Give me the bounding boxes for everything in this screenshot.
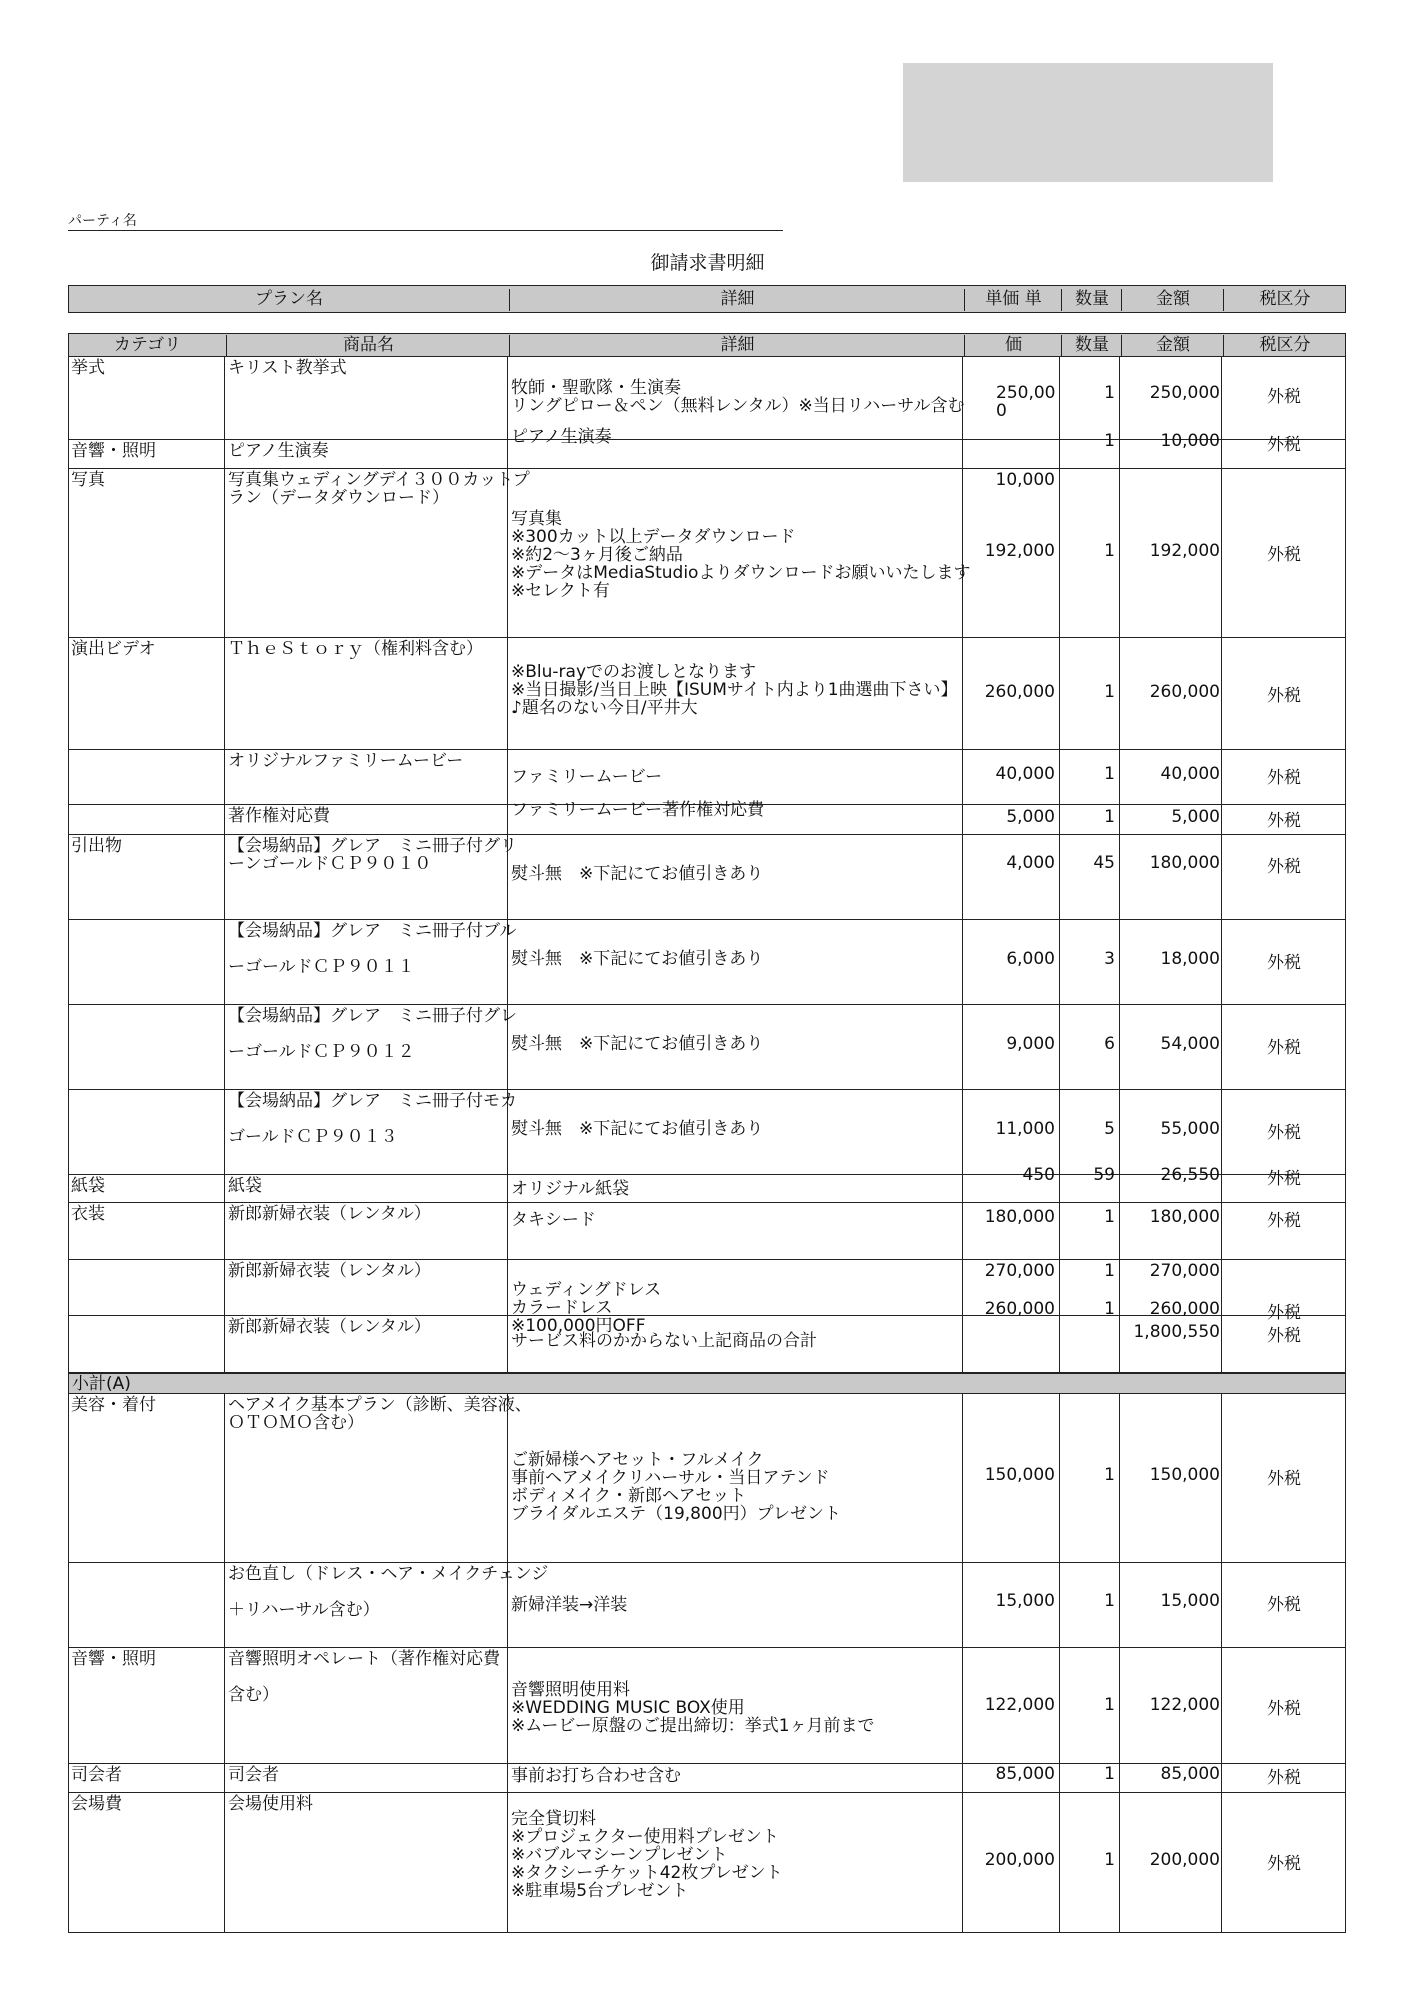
row-unit-price-top: 10,000 [995,470,1055,490]
row2-unit-price: 122,000 [984,1695,1055,1715]
row2-amount: 15,000 [1160,1591,1220,1611]
row-amount: 260,000 [1149,1299,1220,1319]
row-product: 【会場納品】グレア ミニ冊子付グリ ーンゴールドＣＰ９０１０ [228,836,517,874]
plan-header-qty: 数量 [1061,289,1122,311]
row-tax-class: 外税 [1267,857,1301,877]
row-tax-class: 外税 [1267,1211,1301,1231]
plan-header-bar [68,285,1346,313]
row-product: 【会場納品】グレア ミニ冊子付グレ ーゴールドＣＰ９０１２ [228,1006,517,1062]
document-title: 御請求書明細 [650,252,765,274]
item-header-category: カテゴリ [113,335,182,355]
row-cell-qty [1060,835,1120,920]
row2-category: 音響・照明 [71,1649,156,1669]
logo-placeholder [903,63,1273,182]
row-quantity: 1 [1104,541,1115,561]
row-category: 音響・照明 [71,441,156,461]
row-product: 新郎新婦衣装（レンタル） [228,1204,431,1224]
row-detail: ※Blu-rayでのお渡しとなります ※当日撮影/当日上映【ISUMサイト内より1曲選曲下さい】 ♪題名のない今日/平井大 [511,662,958,718]
row2-amount: 200,000 [1149,1850,1220,1870]
row-detail: 牧師・聖歌隊・生演奏 リングピロー＆ペン（無料レンタル）※当日リハーサル含む [511,378,965,416]
row2-tax-class: 外税 [1267,1699,1301,1719]
row2-detail: 事前お打ち合わせ含む [511,1766,681,1786]
row2-product: ヘアメイク基本プラン（診断、美容液、 ＯＴＯＭＯ含む） [228,1395,532,1433]
row2-cell-cat [68,1394,225,1563]
row-tax-class: 外税 [1267,1326,1301,1346]
row-quantity: 1 [1104,807,1115,827]
item-header-product: 商品名 [226,335,510,357]
row-unit-price: 6,000 [1006,949,1055,969]
plan-header-unit: 単価 単 [964,289,1062,311]
row2-cell-cat [68,1793,225,1933]
row-quantity: 45 [1093,853,1115,873]
row-category: 紙袋 [71,1176,105,1196]
row-tax-class: 外税 [1267,768,1301,788]
row-unit-price: 180,000 [984,1207,1055,1227]
row-quantity: 5 [1104,1119,1115,1139]
row2-product: お色直し（ドレス・ヘア・メイクチェンジ ＋リハーサル含む） [228,1564,549,1620]
row2-quantity: 1 [1104,1695,1115,1715]
row2-unit-price: 200,000 [984,1850,1055,1870]
row2-unit-price: 150,000 [984,1465,1055,1485]
row2-quantity: 1 [1104,1850,1115,1870]
row-detail: ファミリームービー著作権対応費 [511,800,765,820]
row-unit-price: 5,000 [1006,807,1055,827]
row-product: 著作権対応費 [228,806,330,826]
row-quantity: 1 [1104,1207,1115,1227]
row-product: 新郎新婦衣装（レンタル） [228,1261,431,1281]
row-category: 写真 [71,470,105,490]
item-header-tax: 税区分 [1223,335,1346,357]
row-detail: ピアノ生演奏 [511,427,612,447]
row-cell-qty [1060,1316,1120,1373]
row-quantity-top: 1 [1104,1261,1115,1281]
row2-quantity: 1 [1104,1591,1115,1611]
row-cell-cat [68,920,225,1005]
row-detail: タキシード [511,1210,596,1230]
row2-quantity: 1 [1104,1465,1115,1485]
row2-cell-cat [68,1563,225,1648]
row-amount: 40,000 [1160,764,1220,784]
plan-header-detail: 詳細 [509,289,965,311]
row-cell-tax [1222,835,1346,920]
row-amount: 55,000 [1160,1119,1220,1139]
row-amount: 18,000 [1160,949,1220,969]
row-detail: 熨斗無 ※下記にてお値引きあり [511,1034,764,1054]
row2-detail: 音響照明使用料 ※WEDDING MUSIC BOX使用 ※ムービー原盤のご提出締切：挙式1ヶ月前まで [511,1680,875,1736]
row-product: ピアノ生演奏 [228,441,329,461]
row2-tax-class: 外税 [1267,1469,1301,1489]
item-header-amount: 金額 [1121,335,1224,357]
subtotal-bar [68,1373,1346,1394]
plan-header-plan: プラン名 [255,289,323,309]
row-tax-class: 外税 [1267,1303,1301,1323]
row-tax-class: 外税 [1267,1169,1301,1189]
row2-category: 司会者 [71,1765,122,1785]
row-tax-class: 外税 [1267,545,1301,565]
row-tax-class: 外税 [1267,953,1301,973]
row2-unit-price: 85,000 [995,1764,1055,1784]
row2-category: 美容・着付 [71,1395,156,1415]
row-amount-top: 270,000 [1149,1261,1220,1281]
row-unit-price: 4,000 [1006,853,1055,873]
row-cell-cat [68,1260,225,1316]
row-quantity: 1 [1104,431,1115,451]
row-unit-price: 192,000 [984,541,1055,561]
row-amount: 260,000 [1149,682,1220,702]
row-product: 紙袋 [228,1176,262,1196]
row-product: ＴｈｅＳｔｏｒｙ（権利料含む） [228,639,483,659]
item-header-bar [68,333,1346,357]
row-unit-price: 9,000 [1006,1034,1055,1054]
row-unit-price: 260,000 [984,1299,1055,1319]
item-header-unit: 価 [964,335,1062,357]
row-amount: 10,000 [1160,431,1220,451]
row-quantity: 59 [1093,1165,1115,1185]
plan-header-tax: 税区分 [1223,289,1346,311]
row-tax-class: 外税 [1267,686,1301,706]
row2-unit-price: 15,000 [995,1591,1055,1611]
row-detail: ウェディングドレス カラードレス ※100,000円OFF [511,1280,662,1336]
row-unit-price: 250,00 0 [996,383,1056,421]
row-unit-price: 260,000 [984,682,1055,702]
row2-tax-class: 外税 [1267,1768,1301,1788]
row-detail: 熨斗無 ※下記にてお値引きあり [511,1119,764,1139]
row-cell-cat [68,1005,225,1090]
row2-quantity: 1 [1104,1764,1115,1784]
row-tax-class: 外税 [1267,435,1301,455]
row-detail: 熨斗無 ※下記にてお値引きあり [511,864,764,884]
row-detail: オリジナル紙袋 [511,1179,630,1199]
row-unit-price: 450 [1022,1165,1055,1185]
subtotal-label: 小計(A) [72,1374,131,1394]
row2-cell-prod [225,1793,508,1933]
row-unit-price: 40,000 [995,764,1055,784]
row-product: 写真集ウェディングデイ３００カットプ ラン（データダウンロード） [228,470,530,508]
row-category: 挙式 [71,358,105,378]
row-amount: 250,000 [1149,383,1220,403]
row-detail: 写真集 ※300カット以上データダウンロード ※約2～3ヶ月後ご納品 ※データはMediaStudioよりダウンロードお願いいたします ※セレクト有 [511,509,971,601]
row-category: 演出ビデオ [71,639,156,659]
row-cell-unit [963,1316,1060,1373]
row-quantity: 1 [1104,764,1115,784]
row-tax-class: 外税 [1267,387,1301,407]
row-product: オリジナルファミリームービー [228,751,464,771]
row2-tax-class: 外税 [1267,1854,1301,1874]
row-amount: 1,800,550 [1133,1322,1220,1342]
party-name-field: パーティ名 [68,213,783,231]
row-quantity: 1 [1104,1299,1115,1319]
row-amount: 180,000 [1149,853,1220,873]
row-cell-cat [68,1090,225,1175]
row-tax-class: 外税 [1267,811,1301,831]
row-quantity: 1 [1104,682,1115,702]
row-category: 衣装 [71,1204,105,1224]
plan-header-amount: 金額 [1121,289,1224,311]
row-cell-cat [68,469,225,638]
row-unit-price-top: 270,000 [984,1261,1055,1281]
row-product: キリスト教挙式 [228,358,347,378]
row-detail: ファミリームービー [511,767,663,787]
row-product: 【会場納品】グレア ミニ冊子付ブル ーゴールドＣＰ９０１１ [228,921,517,977]
row-cell-unit [963,440,1060,469]
item-header-qty: 数量 [1061,335,1122,357]
row2-amount: 122,000 [1149,1695,1220,1715]
row-cell-cat [68,805,225,835]
row-quantity: 3 [1104,949,1115,969]
row-unit-price: 11,000 [995,1119,1055,1139]
row-quantity: 6 [1104,1034,1115,1054]
row-amount: 192,000 [1149,541,1220,561]
row2-category: 会場費 [71,1794,122,1814]
row2-product: 司会者 [228,1765,279,1785]
row2-product: 音響照明オペレート（著作権対応費 含む） [228,1649,500,1705]
row-tax-class: 外税 [1267,1038,1301,1058]
row-product: 【会場納品】グレア ミニ冊子付モカ ゴールドＣＰ９０１３ [228,1091,517,1147]
row2-tax-class: 外税 [1267,1595,1301,1615]
item-header-detail: 詳細 [509,335,965,357]
row-detail: サービス料のかからない上記商品の合計 [511,1331,817,1351]
row-amount: 26,550 [1160,1165,1220,1185]
row-amount: 5,000 [1171,807,1220,827]
row-cell-amt [1120,835,1222,920]
row-cell-cat [68,1316,225,1373]
row-tax-class: 外税 [1267,1123,1301,1143]
row2-product: 会場使用料 [228,1794,313,1814]
row-product: 新郎新婦衣装（レンタル） [228,1317,431,1337]
row2-detail: ご新婦様ヘアセット・フルメイク 事前ヘアメイクリハーサル・当日アテンド ボディメイク・新郎ヘアセット ブライダルエステ（19,800円）プレゼント [511,1450,841,1524]
row2-detail: 完全貸切料 ※プロジェクター使用料プレゼント ※バブルマシーンプレゼント ※タクシーチケット42枚プレゼント ※駐車場5台プレゼント [511,1809,783,1901]
row-amount: 180,000 [1149,1207,1220,1227]
row2-amount: 150,000 [1149,1465,1220,1485]
row-cell-unit [963,835,1060,920]
row2-detail: 新婦洋装→洋装 [511,1595,628,1615]
row-quantity: 1 [1104,383,1115,403]
row-detail: 熨斗無 ※下記にてお値引きあり [511,949,764,969]
row-amount: 54,000 [1160,1034,1220,1054]
row-category: 引出物 [71,836,122,856]
row-cell-cat [68,750,225,805]
row2-amount: 85,000 [1160,1764,1220,1784]
